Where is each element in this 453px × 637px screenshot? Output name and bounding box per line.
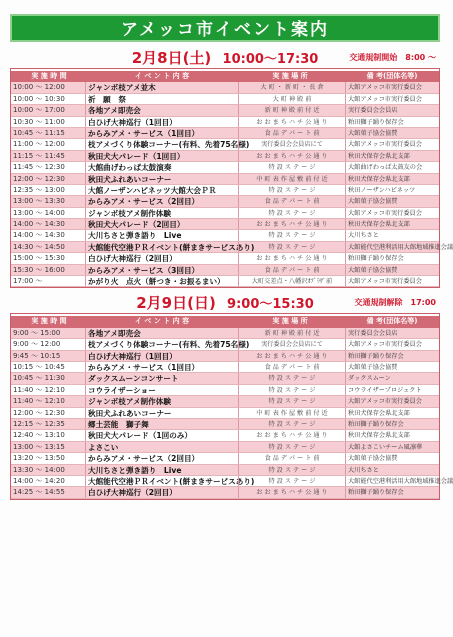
table-row <box>11 408 439 419</box>
row-place: 特 設 ス テ ー ジ <box>238 162 345 172</box>
table-row <box>11 94 439 105</box>
row-event: ジャンボ枝アメ制作体験 <box>85 208 238 218</box>
table-row <box>11 265 439 276</box>
table-row <box>11 430 439 441</box>
table-row <box>11 219 439 230</box>
row-time: 10:00 ～ 12:00 <box>13 83 65 92</box>
header-content: イ ベ ン ト 内 容 <box>134 317 190 326</box>
row-event: 枝アメづくり体験コーナー(有料、先着75名様) <box>85 339 238 349</box>
day1-rows <box>11 82 453 287</box>
table-row <box>11 453 439 464</box>
table-row <box>11 442 439 453</box>
day2-date: 2月9日(日) <box>136 294 216 313</box>
row-note: 大館アメッコ市実行委員会 <box>345 139 439 149</box>
row-place: お お ま ち ハ チ 公 通 り <box>238 487 345 497</box>
row-note: 大川ちさと <box>345 230 439 240</box>
table-row <box>11 162 439 173</box>
row-place: 食 品 デ パ ー ト 前 <box>238 128 345 138</box>
row-event: 大川ちさと弾き語り Live <box>85 230 238 240</box>
row-note: 秋田犬保存会県北支部 <box>345 408 439 418</box>
row-note: 大館アメッコ市実行委員会 <box>345 82 439 92</box>
row-time: 11:40 ～ 12:10 <box>13 397 65 406</box>
row-note: 大館菓子協会協賛 <box>345 265 439 275</box>
row-note: 粕田獅子踊り保存会 <box>345 487 439 497</box>
row-place: 特 設 ス テ ー ジ <box>238 373 345 383</box>
row-event: 白ひげ大神巡行（2回目） <box>85 487 238 497</box>
row-note: 大館アメッコ市実行委員会 <box>345 208 439 218</box>
row-place: お お ま ち ハ チ 公 通 り <box>238 117 345 127</box>
row-time: 10:00 ～ 17:00 <box>13 106 65 115</box>
row-time: 12:00 ～ 12:30 <box>13 408 65 417</box>
row-time: 11:45 ～ 12:30 <box>13 163 65 172</box>
row-event: 秋田犬大パレード（1回のみ） <box>85 430 238 440</box>
row-event: コウライザーショー <box>85 385 238 395</box>
row-event: 祈 願 祭 <box>85 94 238 104</box>
row-place: 新 町 神 殿 前 付 近 <box>238 328 345 338</box>
row-event: 大館ノーザンハピネッツ大館大会ＰＲ <box>85 185 238 195</box>
row-place: 特 設 ス テ ー ジ <box>238 185 345 195</box>
row-event: 秋田犬大パレード（2回目） <box>85 219 238 229</box>
row-note: 大館菓子協会協賛 <box>345 362 439 372</box>
row-event: 白ひげ大神巡行（1回目） <box>85 351 238 361</box>
day1-schedule-table <box>10 68 453 288</box>
row-note: 大館アメッコ市実行委員会 <box>345 276 439 286</box>
row-time: 13:00 ～ 14:00 <box>13 208 65 217</box>
row-event: 各地アメ即売会 <box>85 328 238 338</box>
row-time: 14:00 ～ 14:30 <box>13 231 65 240</box>
row-time: 10:00 ～ 10:30 <box>13 94 65 103</box>
row-time: 12:40 ～ 13:10 <box>13 431 65 440</box>
row-place: 新 町 神 殿 前 付 近 <box>238 105 345 115</box>
row-event: 枝アメづくり体験コーナー(有料、先着75名様) <box>85 139 238 149</box>
table-row <box>11 351 439 362</box>
row-note: 実行委員会会員店 <box>345 328 439 338</box>
row-time: 14:25 ～ 14:55 <box>13 488 65 497</box>
header-time: 実 施 時 間 <box>31 72 67 80</box>
table-row <box>11 208 439 219</box>
row-note: コウライザープロジェクト <box>345 385 439 395</box>
day1-hours: 10:00～17:30 <box>222 52 319 67</box>
row-time: 12:35 ～ 13:00 <box>13 185 65 194</box>
event-guide <box>10 14 453 500</box>
row-time: 10:15 ～ 10:45 <box>13 362 65 371</box>
day1-header <box>10 48 440 68</box>
row-note: 粕田獅子踊り保存会 <box>345 117 439 127</box>
row-place: 実行委員会会員店にて <box>238 139 345 149</box>
row-note: 大館菓子協会協賛 <box>345 128 439 138</box>
row-note: 粕田獅子踊り保存会 <box>345 253 439 263</box>
row-place: 特 設 ス テ ー ジ <box>238 208 345 218</box>
table-row <box>11 117 439 128</box>
row-event: 大川ちさと弾き語り Live <box>85 465 238 475</box>
row-event: からみアメ・サービス（1回目） <box>85 128 238 138</box>
row-note: 秋田犬保存会県北支部 <box>345 174 439 184</box>
row-time: 12:00 ～ 12:30 <box>13 174 65 183</box>
row-time: 10:30 ～ 11:00 <box>13 117 65 126</box>
row-place: 中 町 表 作 屋 敷 前 付 近 <box>238 174 345 184</box>
table-row <box>11 373 439 384</box>
row-event: 各地アメ即売会 <box>85 105 238 115</box>
day2-hours: 9:00～15:30 <box>227 297 314 313</box>
row-place: 特 設 ス テ ー ジ <box>238 242 345 252</box>
row-note: 大館アメッコ市実行委員会 <box>345 396 439 406</box>
row-note: 秋田ノーザンハピネッツ <box>345 185 439 195</box>
table-row <box>11 185 439 196</box>
row-place: 食 品 デ パ ー ト 前 <box>238 362 345 372</box>
row-place: 食 品 デ パ ー ト 前 <box>238 265 345 275</box>
row-place: 実行委員会会員店にて <box>238 339 345 349</box>
row-event: 秋田犬ふれあいコーナー <box>85 408 238 418</box>
table-row <box>11 419 439 430</box>
day2-header <box>10 293 440 313</box>
table-row <box>11 151 439 162</box>
row-time: 12:15 ～ 12:35 <box>13 419 65 428</box>
row-note: 秋田犬保存会県北支部 <box>345 151 439 161</box>
row-place: 特 設 ス テ ー ジ <box>238 396 345 406</box>
row-note: 秋田犬保存会県北支部 <box>345 430 439 440</box>
row-note: 粕田獅子踊り保存会 <box>345 351 439 361</box>
table-row <box>11 362 439 373</box>
row-event: 秋田犬ふれあいコーナー <box>85 174 238 184</box>
row-time: 13:30 ～ 14:00 <box>13 465 65 474</box>
header-time: 実 施 時 間 <box>31 317 67 326</box>
row-place: 特 設 ス テ ー ジ <box>238 419 345 429</box>
header-content: イ ベ ン ト 内 容 <box>134 72 190 80</box>
row-event: からみアメ・サービス（2回目） <box>85 453 238 463</box>
header-place: 実 施 場 所 <box>272 317 308 326</box>
row-note: 大川ちさと <box>345 465 439 475</box>
header-note: 備 考(団体名等) <box>366 317 418 326</box>
row-place: 特 設 ス テ ー ジ <box>238 465 345 475</box>
day2-traffic-note: 交通規制解除 17:00 <box>354 298 436 308</box>
row-event: かがり火 点火（餅つき・お振るまい） <box>85 276 238 286</box>
row-event: ジャンボ枝アメ制作体験 <box>85 396 238 406</box>
row-place: お お ま ち ハ チ 公 通 り <box>238 253 345 263</box>
row-note: 大館よさこいチーム風凛華 <box>345 442 439 452</box>
row-place: お お ま ち ハ チ 公 通 り <box>238 430 345 440</box>
table-row <box>11 476 453 487</box>
table-row <box>11 487 439 498</box>
row-place: 大町交差点・八幡沢ｵﾌﾟﾗｻﾞ前 <box>238 276 345 286</box>
row-time: 15:30 ～ 16:00 <box>13 265 65 274</box>
table-row <box>11 328 439 339</box>
row-note: 大館菓子協会協賛 <box>345 196 439 206</box>
table-row <box>11 253 439 264</box>
row-place: 大 町 ・ 新 町 ・ 長 倉 <box>238 82 345 92</box>
row-time: 13:00 ～ 13:15 <box>13 442 65 451</box>
day2-rows <box>11 328 453 499</box>
row-place: お お ま ち ハ チ 公 通 り <box>238 219 345 229</box>
row-note: 大館能代空港利活用大館地域推進会議 <box>345 476 453 486</box>
row-time: 17:00 ～ <box>13 277 43 286</box>
row-note: 大館アメッコ市実行委員会 <box>345 339 439 349</box>
table-row <box>11 339 439 350</box>
table-row <box>11 230 439 241</box>
table-row <box>11 242 453 253</box>
row-event: 白ひげ大神巡行（2回目） <box>85 253 238 263</box>
row-time: 10:45 ～ 11:30 <box>13 374 65 383</box>
row-event: からみアメ・サービス（1回目） <box>85 362 238 372</box>
table-row <box>11 128 439 139</box>
row-time: 9:45 ～ 10:15 <box>13 351 61 360</box>
row-event: 大館能代空港ＰＲイベント(餅まきサービスあり) <box>85 242 238 252</box>
row-event: 白ひげ大神巡行（1回目） <box>85 117 238 127</box>
row-place: 特 設 ス テ ー ジ <box>238 385 345 395</box>
day2-schedule-table <box>10 313 453 499</box>
row-note: 大館アメッコ市実行委員会 <box>345 94 439 104</box>
row-event: 大館曲げわっぱ太鼓演奏 <box>85 162 238 172</box>
table-row <box>11 174 439 185</box>
row-note: ダックスムーン <box>345 373 439 383</box>
row-note: 秋田犬保存会県北支部 <box>345 219 439 229</box>
day1-traffic-note: 交通規制開始 8:00 ～ <box>349 53 436 62</box>
row-event: 郷土芸能 獅子舞 <box>85 419 238 429</box>
row-event: からみアメ・サービス（2回目） <box>85 196 238 206</box>
row-place: 特 設 ス テ ー ジ <box>238 442 345 452</box>
table-row <box>11 276 439 287</box>
row-note: 実行委員会会員店 <box>345 105 439 115</box>
row-time: 14:30 ～ 14:50 <box>13 242 65 251</box>
day1-date: 2月8日(土) <box>131 49 212 67</box>
table-row <box>11 396 439 407</box>
header-place: 実 施 場 所 <box>272 72 308 80</box>
table-row <box>11 196 439 207</box>
row-event: ジャンボ枝アメ並木 <box>85 82 238 92</box>
row-time: 9:00 ～ 12:00 <box>13 340 61 349</box>
table-row <box>11 465 439 476</box>
row-place: お お ま ち ハ チ 公 通 り <box>238 351 345 361</box>
table-row <box>11 385 439 396</box>
row-time: 9:00 ～ 15:00 <box>13 328 61 337</box>
row-note: 大館能代空港利活用大館地域推進会議 <box>345 242 453 252</box>
row-place: 食 品 デ パ ー ト 前 <box>238 196 345 206</box>
row-time: 15:00 ～ 15:30 <box>13 254 65 263</box>
row-time: 11:00 ～ 12:00 <box>13 140 65 149</box>
row-note: 粕田獅子踊り保存会 <box>345 419 439 429</box>
table-row <box>11 139 439 150</box>
row-time: 14:00 ～ 14:20 <box>13 476 65 485</box>
row-time: 13:20 ～ 13:50 <box>13 454 65 463</box>
row-time: 11:15 ～ 11:45 <box>13 151 65 160</box>
row-place: 大 町 神 殿 前 <box>238 94 345 104</box>
row-time: 13:00 ～ 13:30 <box>13 197 65 206</box>
row-time: 10:45 ～ 11:15 <box>13 128 65 137</box>
row-place: 特 設 ス テ ー ジ <box>238 476 345 486</box>
row-event: よさこい <box>85 442 238 452</box>
table-row <box>11 82 439 93</box>
row-time: 14:00 ～ 14:30 <box>13 220 65 229</box>
row-note: 大館曲げわっぱ太鼓友の会 <box>345 162 439 172</box>
row-event: ダックスムーンコンサート <box>85 373 238 383</box>
row-place: 中 町 表 作 屋 敷 前 付 近 <box>238 408 345 418</box>
row-event: 大館能代空港ＰＲイベント(餅まきサービスあり) <box>85 476 238 486</box>
row-event: からみアメ・サービス（3回目） <box>85 265 238 275</box>
header-note: 備 考(団体名等) <box>366 72 418 80</box>
table-header <box>11 71 439 82</box>
page-title: アメッコ市イベント案内 <box>10 14 440 42</box>
row-place: 食 品 デ パ ー ト 前 <box>238 453 345 463</box>
row-place: お お ま ち ハ チ 公 通 り <box>238 151 345 161</box>
row-event: 秋田犬大パレード（1回目） <box>85 151 238 161</box>
row-time: 11:40 ～ 12:10 <box>13 385 65 394</box>
table-row <box>11 105 439 116</box>
row-place: 特 設 ス テ ー ジ <box>238 230 345 240</box>
table-header <box>11 316 439 327</box>
row-note: 大館菓子協会協賛 <box>345 453 439 463</box>
